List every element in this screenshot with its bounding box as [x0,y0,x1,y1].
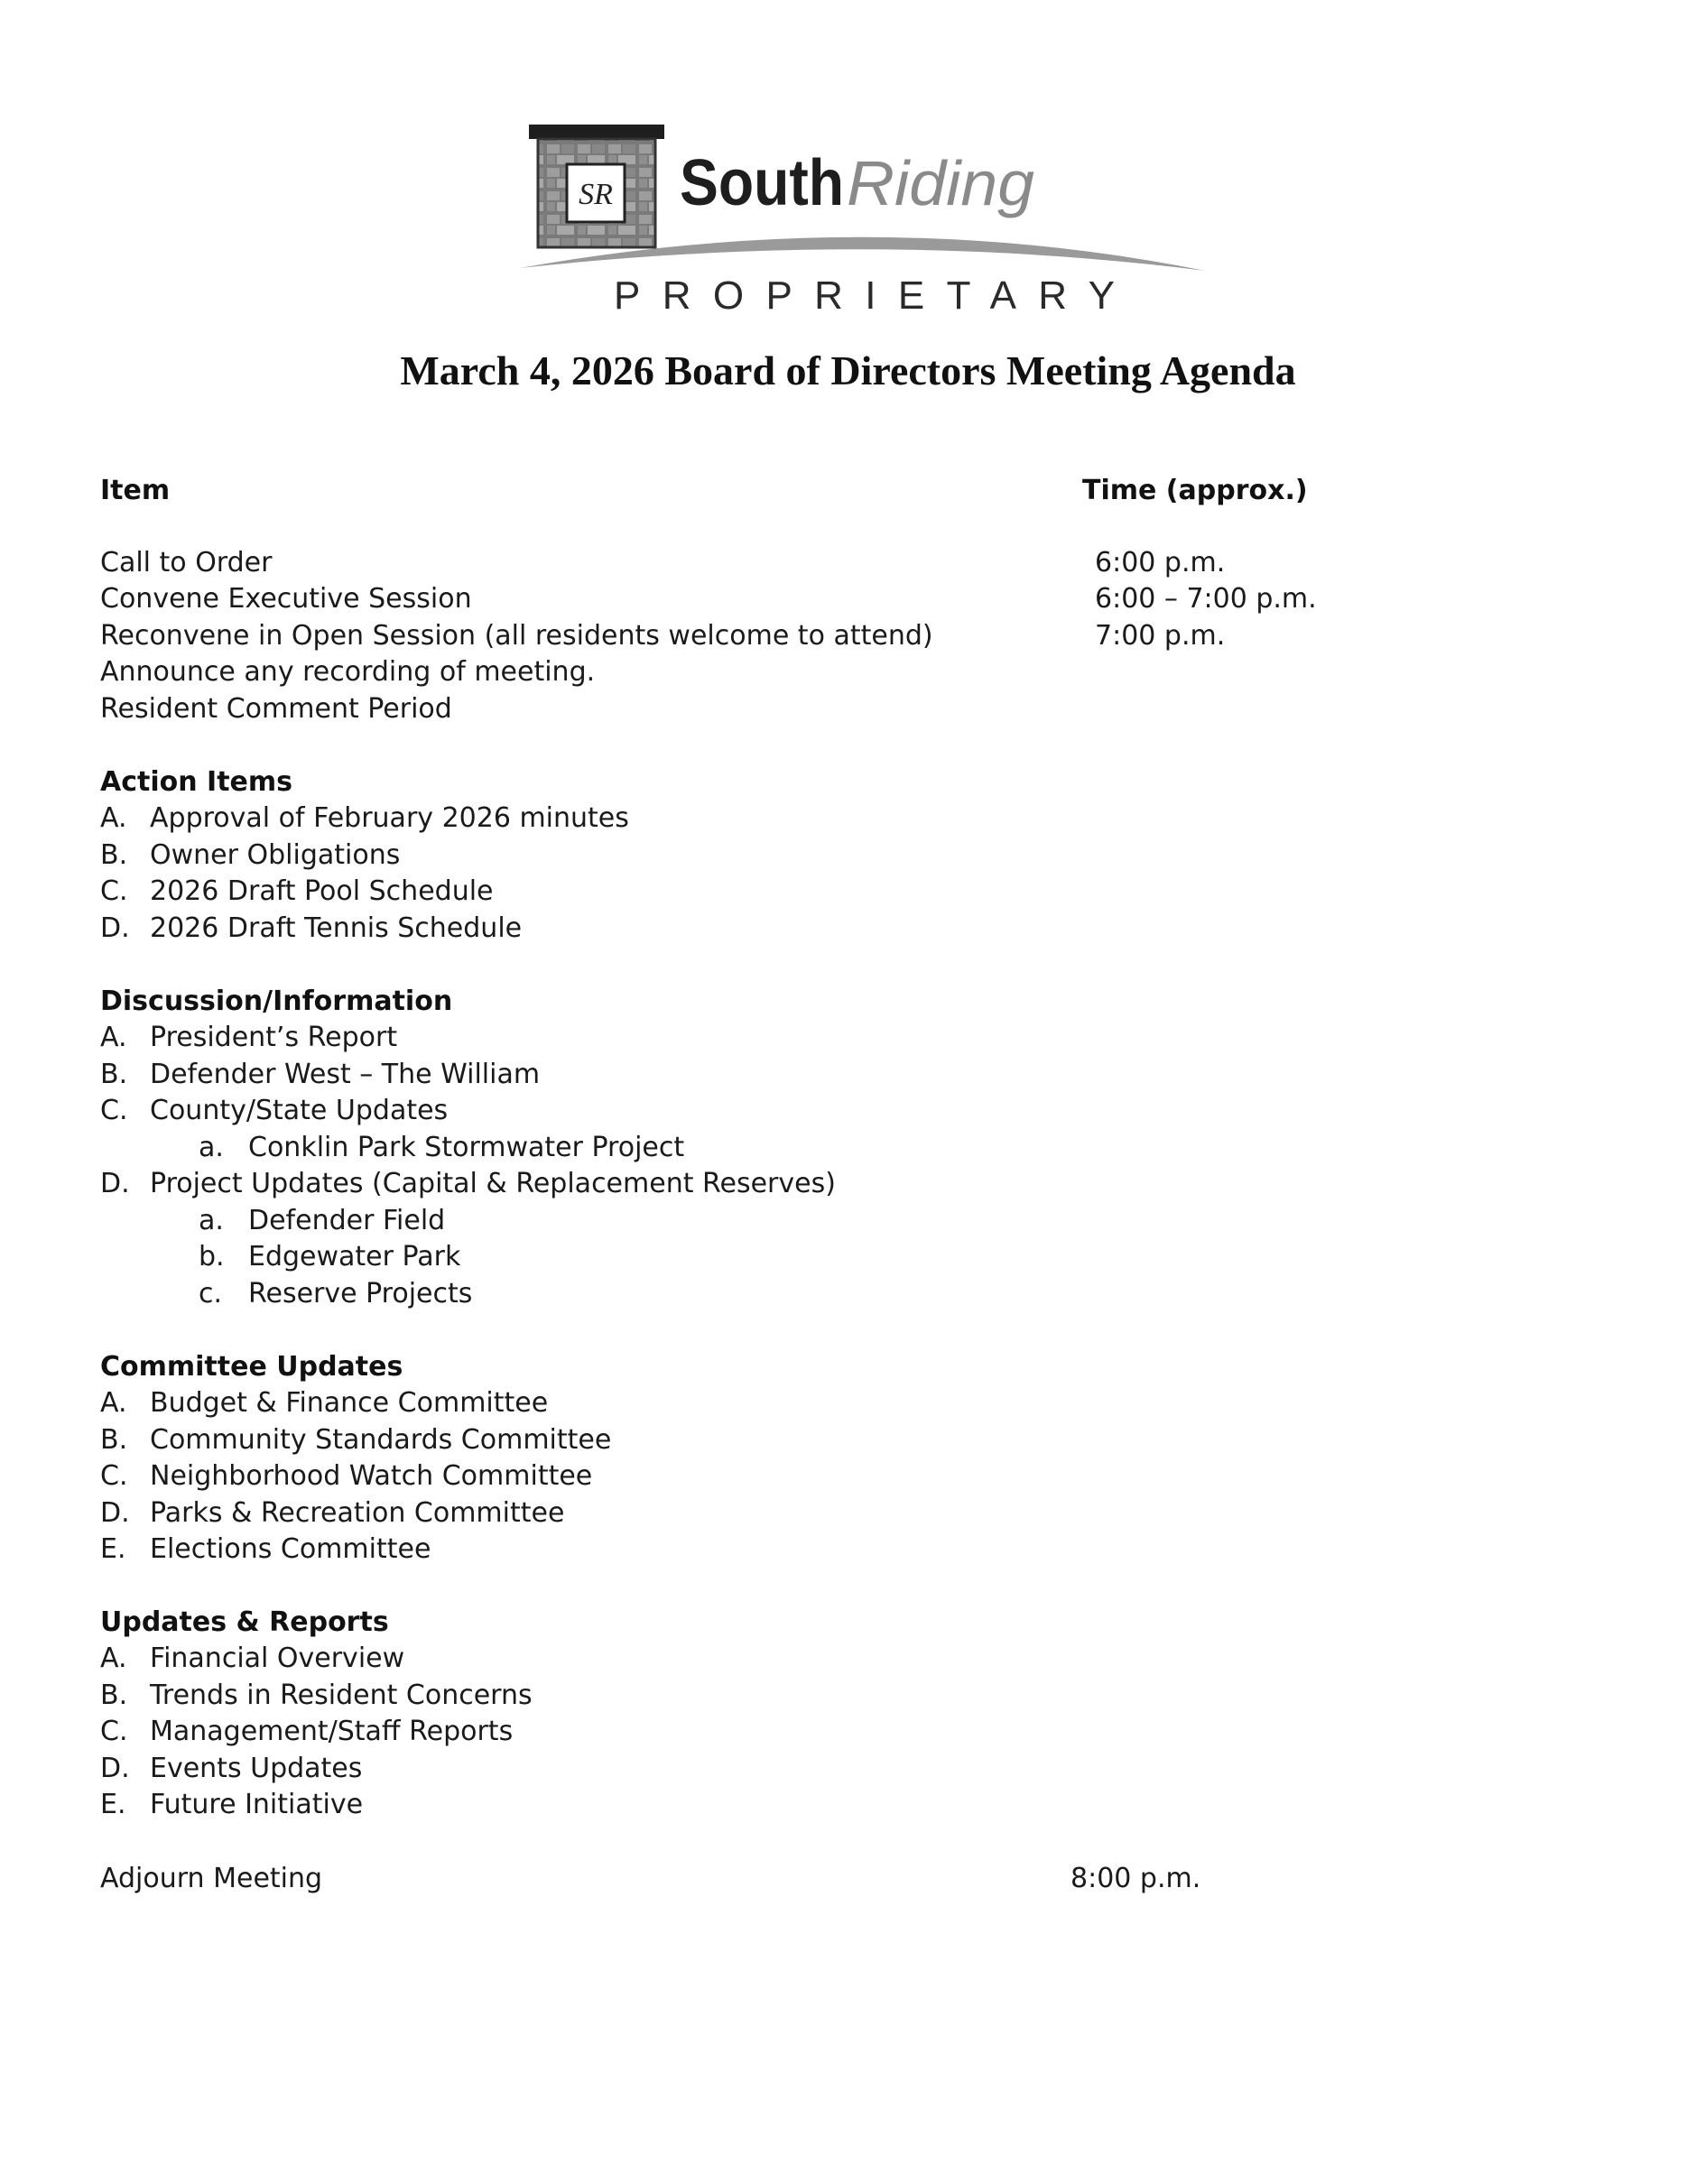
list-item: Parks & Recreation Committee [150,1497,565,1529]
agenda-item: Reconvene in Open Session (all residents welcome to attend) [100,620,933,652]
list-item: Financial Overview [150,1643,405,1674]
list-item: Management/Staff Reports [150,1716,514,1747]
list-letter: B. [100,839,128,871]
list-letter: D. [100,1497,130,1529]
agenda-time: 7:00 p.m. [1095,620,1226,652]
document-title: March 4, 2026 Board of Directors Meeting Agenda [400,347,1296,393]
monogram: SR [579,178,613,211]
sublist-item: Reserve Projects [248,1278,473,1309]
brand-riding: Riding [847,148,1035,218]
list-letter: A. [100,1387,127,1419]
sublist-item: Defender Field [248,1205,446,1236]
list-item: President’s Report [150,1022,398,1053]
list-letter: C. [100,1716,128,1747]
list-item: County/State Updates [150,1095,449,1126]
list-item: Defender West – The William [150,1059,541,1090]
list-item: Community Standards Committee [150,1424,612,1456]
list-item: Neighborhood Watch Committee [150,1460,593,1492]
agenda-item: Call to Order [100,547,273,578]
section-heading-discussion: Discussion/Information [100,986,453,1017]
list-letter: B. [100,1680,128,1711]
agenda-time-adjourn: 8:00 p.m. [1070,1863,1201,1894]
list-letter: D. [100,1753,130,1784]
sublist-item: Conklin Park Stormwater Project [248,1132,685,1163]
pillar-icon [529,125,664,247]
sublist-letter: b. [199,1241,225,1272]
list-item: 2026 Draft Pool Schedule [150,875,494,907]
agenda-item: Resident Comment Period [100,693,452,725]
list-item: Budget & Finance Committee [150,1387,549,1419]
agenda-time: 6:00 – 7:00 p.m. [1095,583,1317,615]
agenda-time: 6:00 p.m. [1095,547,1226,578]
list-letter: B. [100,1059,128,1090]
list-letter: B. [100,1424,128,1456]
sublist-letter: a. [199,1205,224,1236]
list-item: Project Updates (Capital & Replacement Reserves) [150,1168,836,1199]
list-item: Events Updates [150,1753,363,1784]
list-item: Approval of February 2026 minutes [150,802,629,834]
list-letter: D. [100,912,130,944]
list-item: Future Initiative [150,1789,364,1820]
sublist-letter: c. [199,1278,223,1309]
list-letter: A. [100,1022,127,1053]
list-letter: A. [100,802,127,834]
agenda-item: Announce any recording of meeting. [100,656,596,688]
column-header-time: Time (approx.) [1082,475,1308,506]
list-letter: E. [100,1533,126,1565]
sublist-letter: a. [199,1132,224,1163]
section-heading-action-items: Action Items [100,766,293,798]
column-header-item: Item [100,475,171,506]
list-letter: E. [100,1789,126,1820]
list-letter: C. [100,1460,128,1492]
brand-subtitle: PROPRIETARY [614,273,1115,318]
list-letter: C. [100,875,128,907]
south-riding-logo [514,119,1209,318]
list-item: Trends in Resident Concerns [150,1680,533,1711]
list-letter: C. [100,1095,128,1126]
agenda-item-adjourn: Adjourn Meeting [100,1863,323,1894]
list-item: Owner Obligations [150,839,401,871]
section-heading-committee-updates: Committee Updates [100,1351,403,1383]
list-letter: D. [100,1168,130,1199]
list-item: 2026 Draft Tennis Schedule [150,912,523,944]
section-heading-updates-reports: Updates & Reports [100,1606,389,1638]
sublist-item: Edgewater Park [248,1241,461,1272]
list-item: Elections Committee [150,1533,431,1565]
agenda-item: Convene Executive Session [100,583,472,615]
brand-south: South [680,147,844,219]
list-letter: A. [100,1643,127,1674]
